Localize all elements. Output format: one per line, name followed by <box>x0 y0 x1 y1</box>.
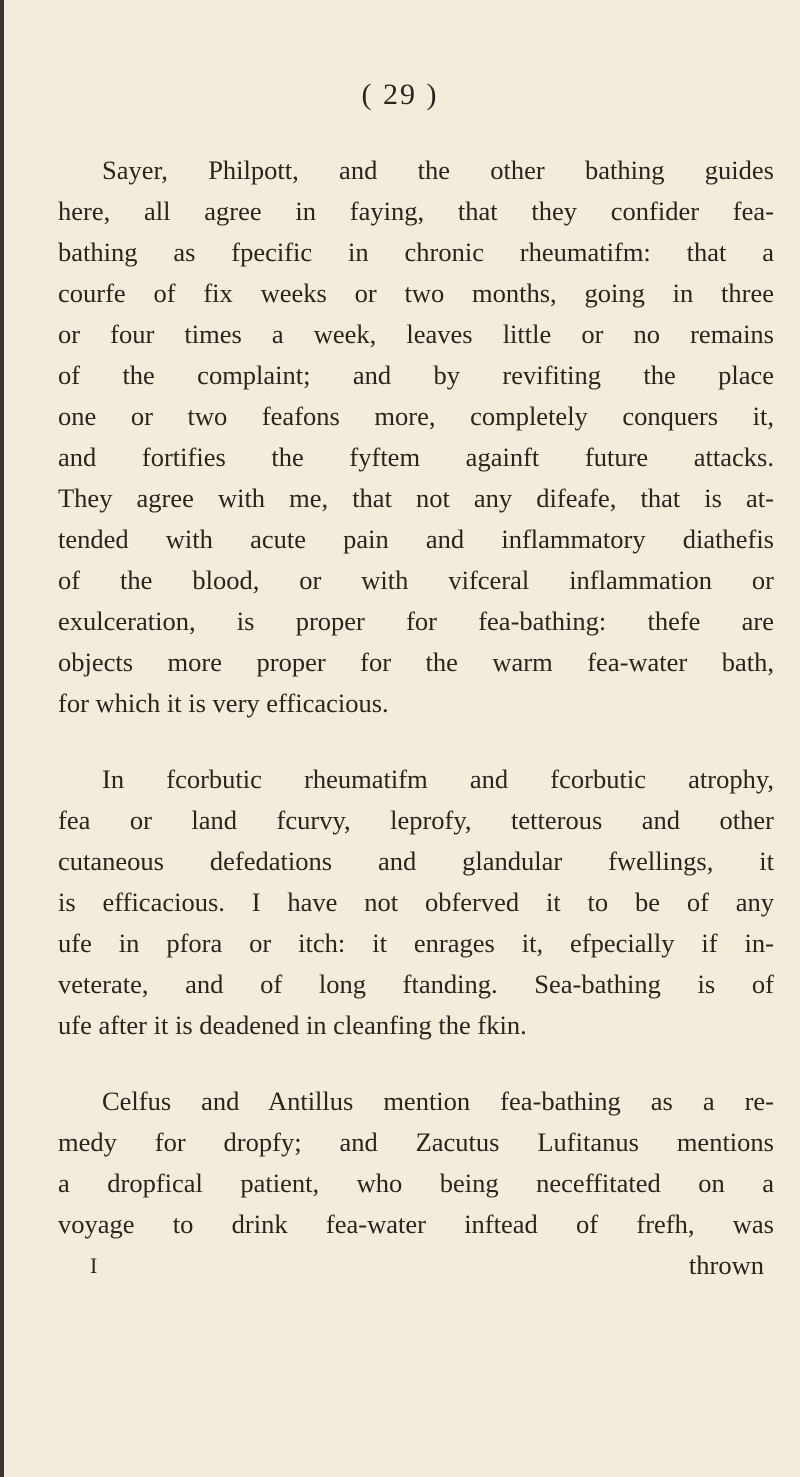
page-edge <box>0 0 4 1477</box>
text-line: courfe of fix weeks or two months, going in three <box>58 278 774 308</box>
text-line: veterate, and of long ftanding. Sea-bathing is of <box>58 969 774 999</box>
text-line: of the blood, or with vifceral inflammation or <box>58 565 774 595</box>
text-line: medy for dropfy; and Zacutus Lufitanus mentions <box>58 1127 774 1157</box>
text-line: a dropfical patient, who being neceffitated on a <box>58 1168 774 1198</box>
paragraph-1 <box>58 150 774 724</box>
text-line: They agree with me, that not any difeafe, that is at- <box>58 483 774 513</box>
text-line: here, all agree in faying, that they confider fea- <box>58 196 774 226</box>
page-number: ( 29 ) <box>361 78 439 111</box>
page-footer <box>58 1245 774 1286</box>
text-line: or four times a week, leaves little or no remains <box>58 319 774 349</box>
paragraph-2 <box>58 759 774 1046</box>
text-line: tended with acute pain and inflammatory diathefis <box>58 524 774 554</box>
text-line: In fcorbutic rheumatifm and fcorbutic atrophy, <box>102 764 774 794</box>
text-line: exulceration, is proper for fea-bathing: thefe are <box>58 606 774 636</box>
text-line: is efficacious. I have not obferved it to be of any <box>58 887 774 917</box>
paragraph-gap <box>58 1046 774 1081</box>
paragraph-3 <box>58 1081 774 1245</box>
paragraph-gap <box>58 724 774 759</box>
text-line: objects more proper for the warm fea-water bath, <box>58 647 774 677</box>
text-line: of the complaint; and by revifiting the place <box>58 360 774 390</box>
text-line: one or two feafons more, completely conquers it, <box>58 401 774 431</box>
text-line: cutaneous defedations and glandular fwellings, it <box>58 846 774 876</box>
text-line: ufe after it is deadened in cleanfing the fkin. <box>58 1010 527 1040</box>
catchword: thrown <box>688 1250 764 1280</box>
text-line: Celfus and Antillus mention fea-bathing as a re- <box>102 1086 774 1116</box>
text-line: fea or land fcurvy, leprofy, tetterous and other <box>58 805 774 835</box>
text-line: voyage to drink fea-water inftead of frefh, was <box>58 1209 774 1239</box>
signature-mark: I <box>90 1253 98 1278</box>
text-line: ufe in pfora or itch: it enrages it, efpecially if in- <box>58 928 774 958</box>
text-line: for which it is very efficacious. <box>58 688 389 718</box>
text-line: and fortifies the fyftem againft future attacks. <box>58 442 774 472</box>
text-line: bathing as fpecific in chronic rheumatifm: that a <box>58 237 774 267</box>
body-text <box>58 150 774 1286</box>
text-line: Sayer, Philpott, and the other bathing guides <box>102 155 774 185</box>
